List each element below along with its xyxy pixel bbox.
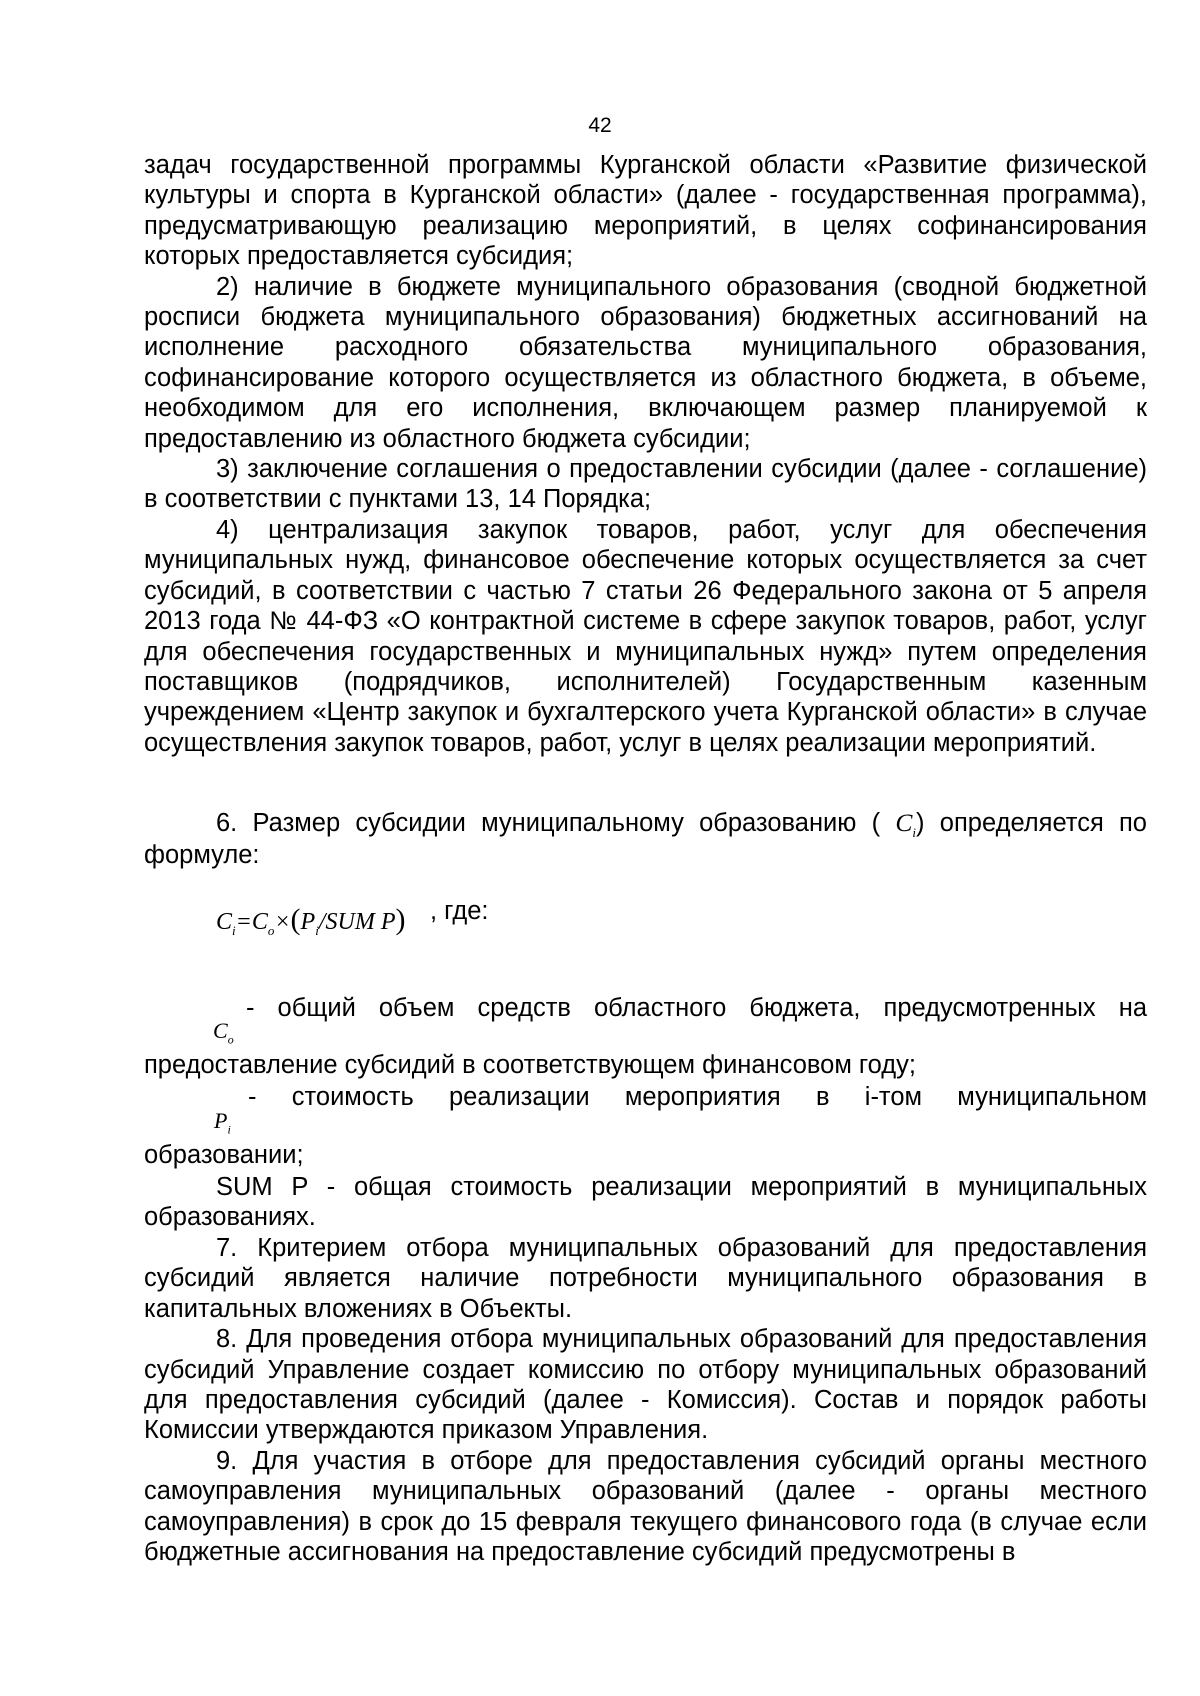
text-block-selection (144, 1233, 1147, 1567)
subsidy-size-text-after: ) определяется по (916, 809, 1147, 837)
paragraph-budget-allocation: 2) наличие в бюджете муниципального образования (сводной бюджетной росписи бюджета муниципального образования) бюджетных ассигнований на исполнение расходного обязательства муниципального образования, софинансирование которого осуществляется из областного бюджета, в объеме, необходимом для его исполнения, включающем размер планируемой к предоставлению из областного бюджета субсидии; (144, 272, 1147, 453)
paragraph-commission: 8. Для проведения отбора муниципальных образований для предоставления субсидий Управление создает комиссию по отбору муниципальных образований для предоставления субсидий (далее - Комиссия). Состав и порядок работы Комиссии утверждаются приказом Управления. (144, 1325, 1147, 1445)
paragraph-participation: 9. Для участия в отборе для предоставления субсидий органы местного самоуправления муниципальных образований (далее - органы местного самоуправления) в срок до 15 февраля текущего финансового года (в случае если бюджетные ассигнования на предоставление субсидий предусмотрены в (144, 1446, 1147, 1567)
co-symbol: $C_o$ (213, 1018, 234, 1047)
paragraph-selection-criteria: 7. Критерием отбора муниципальных образований для предоставления субсидий является наличие потребности муниципального образования в капитальных вложениях в Объекты. (144, 1234, 1147, 1323)
paragraph-centralized-procurement: 4) централизация закупок товаров, работ, услуг для обеспечения муниципальных нужд, финансовое обеспечение которых осуществляется за счет субсидий, в соответствии с частью 7 статьи 26 Федерального закона от 5 апреля 2013 года № 44-ФЗ «О контрактной системе в сфере закупок товаров, работ, услуг для обеспечения государственных и муниципальных нужд» путем определения поставщиков (подрядчиков, исполнителей) Государственным казенным учреждением «Центр закупок и бухгалтерского учета Курганской области» в случае осуществления закупок товаров, работ, услуг в целях реализации мероприятий. (144, 515, 1147, 757)
definition-pi-line1: - стоимость реализации мероприятия в i-том муниципальном (248, 1083, 1147, 1111)
definition-co-line2: предоставление субсидий в соответствующем финансовом году; (144, 1051, 917, 1079)
text-block-conditions (144, 150, 1147, 758)
subsidy-size-text-before: 6. Размер субсидии муниципальному образованию ( (216, 809, 881, 837)
paragraph-agreement: 3) заключение соглашения о предоставлении субсидии (далее - соглашение) в соответствии с пунктами 13, 14 Порядка; (144, 455, 1147, 514)
ci-symbol: $C_i$ (895, 808, 917, 841)
formula-intro: формуле: (144, 841, 260, 869)
formula-where: , где: (430, 897, 489, 925)
subsidy-formula: $C_i=C_o\times(P_i$/SUM P) (216, 903, 406, 938)
definition-sum-p: SUM P - общая стоимость реализации мероприятий в муниципальных образованиях. (144, 1173, 1147, 1232)
definition-co-line1: - общий объем средств областного бюджета, предусмотренных на (246, 994, 1147, 1022)
pi-symbol: $P_i$ (214, 1108, 231, 1137)
page-number: 42 (588, 114, 612, 137)
paragraph-program-tasks: задач государственной программы Курганской области «Развитие физической культуры и спорта в Курганской области» (далее - государственная программа), предусматривающую реализацию мероприятий, в целях софинансирования которых предоставляется субсидия; (144, 151, 1147, 271)
definition-pi-line2: образовании; (144, 1141, 304, 1169)
